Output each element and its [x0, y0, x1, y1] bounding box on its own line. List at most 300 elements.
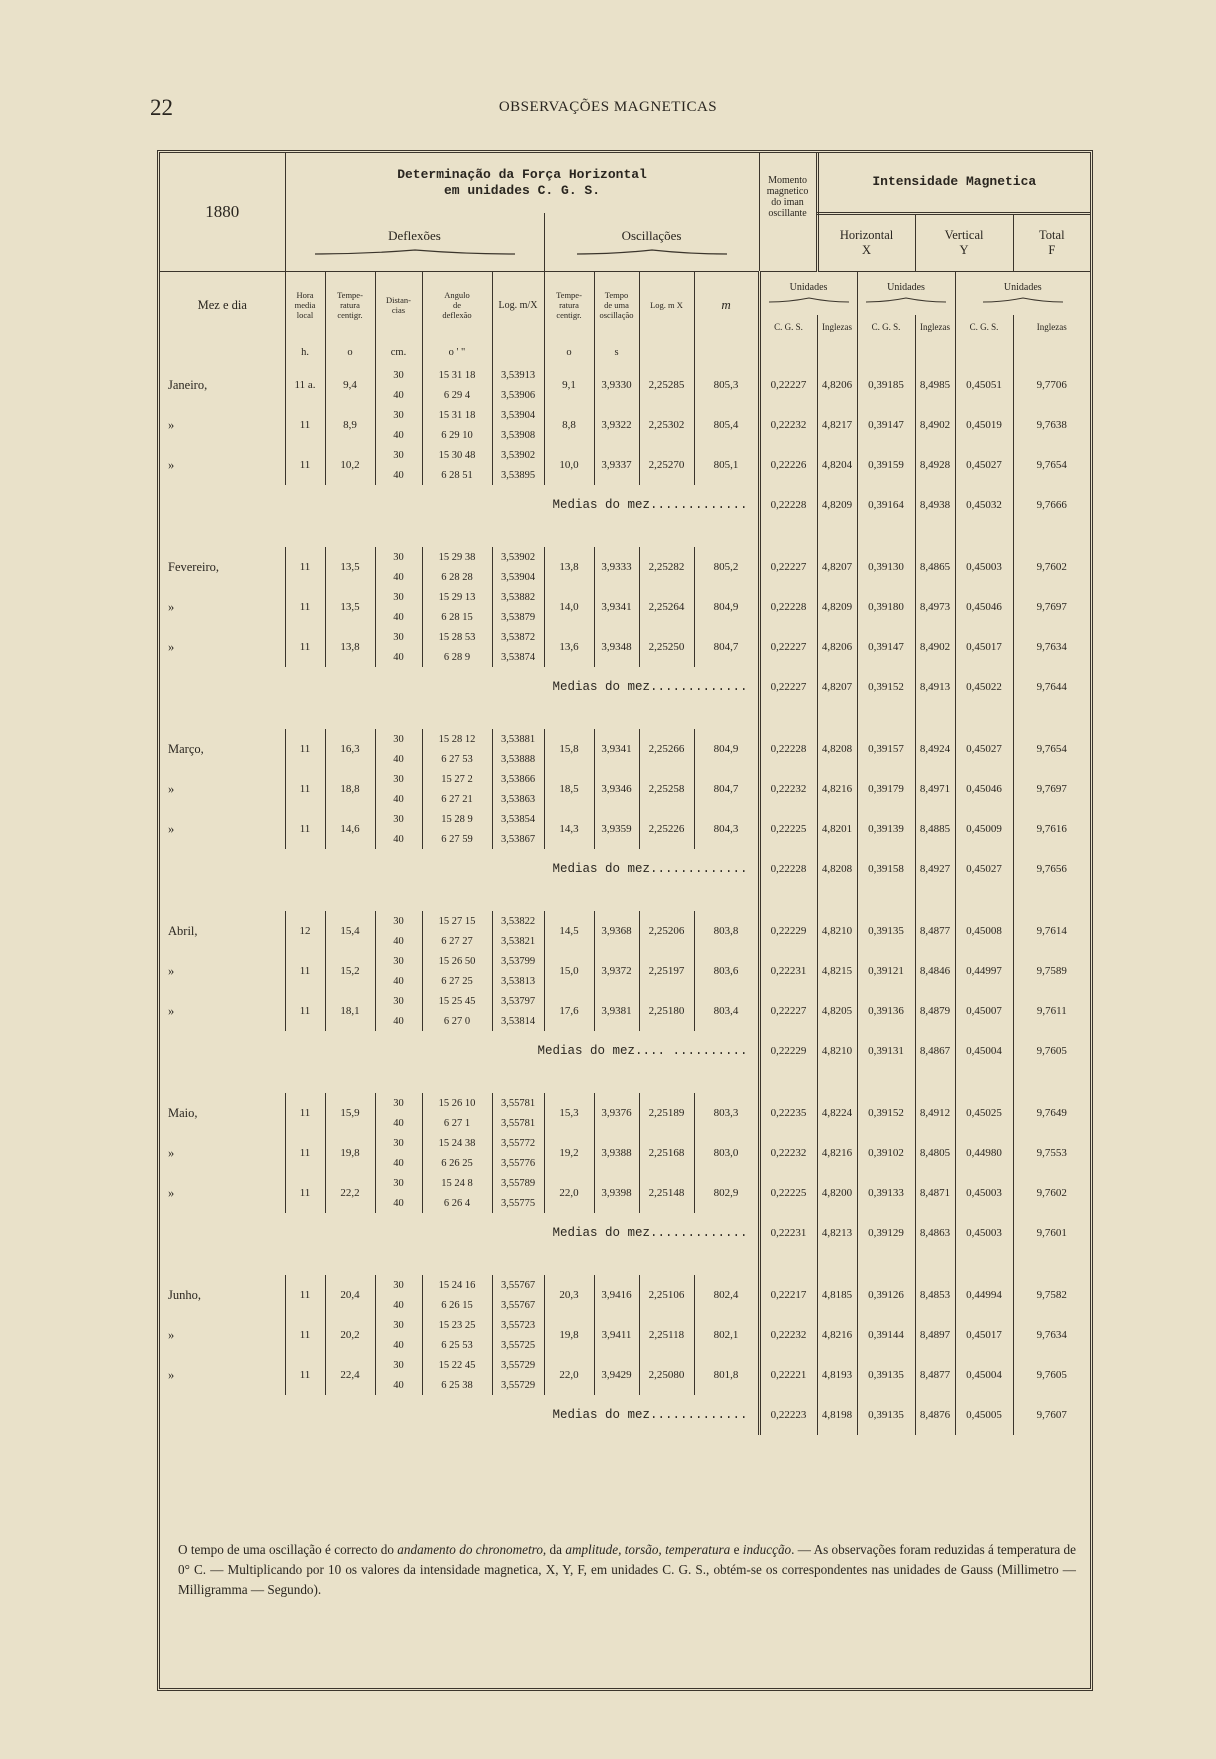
row-y-ing: 8,4846 [915, 951, 955, 991]
table-frame [157, 150, 1093, 1691]
row-temp2: 14,0 [544, 587, 594, 627]
row-f-cgs: 0,45019 [955, 405, 1013, 445]
row-tempo: 3,9388 [594, 1133, 639, 1173]
row-x-ing: 4,8204 [817, 445, 857, 485]
row-dist-30: 30 [375, 587, 422, 607]
mean-y-cgs: 0,39129 [857, 1213, 915, 1253]
table-row [160, 809, 1090, 829]
row-log-40: 3,55725 [492, 1335, 544, 1355]
footnote-text-3: e [730, 1542, 743, 1557]
vertical-symbol: Y [959, 242, 969, 257]
row-f-cgs: 0,45027 [955, 729, 1013, 769]
row-angle-40: 6 27 0 [422, 1011, 492, 1031]
spacer-x-cgs [759, 889, 817, 911]
row-tempo: 3,9376 [594, 1093, 639, 1133]
row-hora: 11 [285, 547, 325, 587]
row-m: 803,6 [694, 951, 759, 991]
row-angle-40: 6 28 51 [422, 465, 492, 485]
mean-x-ing: 4,8213 [817, 1213, 857, 1253]
row-dist-30: 30 [375, 769, 422, 789]
table-row [160, 769, 1090, 789]
row-temp: 20,4 [325, 1275, 375, 1315]
row-dist-30: 30 [375, 405, 422, 425]
row-x-ing: 4,8206 [817, 627, 857, 667]
row-temp: 15,4 [325, 911, 375, 951]
row-temp2: 15,0 [544, 951, 594, 991]
row-y-cgs: 0,39179 [857, 769, 915, 809]
row-angle-30: 15 27 2 [422, 769, 492, 789]
row-x-ing: 4,8200 [817, 1173, 857, 1213]
row-hora: 11 [285, 1133, 325, 1173]
row-temp: 14,6 [325, 809, 375, 849]
distance-header [375, 271, 422, 339]
row-angle-30: 15 27 15 [422, 911, 492, 931]
month-mean-row [160, 1031, 1090, 1071]
fcgs-unit [955, 339, 1013, 365]
table-row [160, 627, 1090, 647]
row-tempo: 3,9429 [594, 1355, 639, 1395]
row-f-ing: 9,7634 [1013, 627, 1090, 667]
row-y-cgs: 0,39144 [857, 1315, 915, 1355]
spacer-y-cgs [857, 889, 915, 911]
oscillations-header [544, 213, 759, 271]
row-angle-30: 15 29 38 [422, 547, 492, 567]
row-dist-30: 30 [375, 1133, 422, 1153]
moment-line-1: Momento [768, 175, 807, 186]
row-temp2: 15,3 [544, 1093, 594, 1133]
row-x-cgs: 0,22227 [759, 627, 817, 667]
mean-f-cgs: 0,45003 [955, 1213, 1013, 1253]
spacer-x-cgs [759, 1253, 817, 1275]
mean-x-cgs: 0,22228 [759, 485, 817, 525]
mean-f-ing: 9,7601 [1013, 1213, 1090, 1253]
row-log-40: 3,53906 [492, 385, 544, 405]
row-log-40: 3,53813 [492, 971, 544, 991]
angle-line-3: deflexão [442, 310, 472, 321]
spacer-row [160, 525, 1090, 547]
spacer-f-cgs [955, 707, 1013, 729]
row-f-cgs: 0,45017 [955, 1315, 1013, 1355]
row-angle-30: 15 24 8 [422, 1173, 492, 1193]
row-tempo: 3,9341 [594, 587, 639, 627]
row-log-40: 3,53867 [492, 829, 544, 849]
row-temp: 13,8 [325, 627, 375, 667]
row-hora: 11 [285, 1173, 325, 1213]
row-f-ing: 9,7553 [1013, 1133, 1090, 1173]
row-f-ing: 9,7611 [1013, 991, 1090, 1031]
row-m: 804,9 [694, 729, 759, 769]
row-y-cgs: 0,39180 [857, 587, 915, 627]
temp-line-3: centigr. [337, 310, 363, 321]
table-row [160, 729, 1090, 749]
table-row [160, 951, 1090, 971]
horizontal-label: Horizontal [839, 227, 894, 242]
spacer-x-ing [817, 1253, 857, 1275]
row-x-cgs: 0,22232 [759, 769, 817, 809]
footnote-italic-3: inducção [742, 1542, 792, 1557]
row-m: 805,4 [694, 405, 759, 445]
row-x-cgs: 0,22229 [759, 911, 817, 951]
row-logmx: 2,25302 [639, 405, 694, 445]
row-y-cgs: 0,39147 [857, 627, 915, 667]
row-month: » [168, 1145, 175, 1160]
row-x-ing: 4,8216 [817, 769, 857, 809]
row-x-ing: 4,8205 [817, 991, 857, 1031]
row-f-ing: 9,7697 [1013, 587, 1090, 627]
row-x-cgs: 0,22227 [759, 547, 817, 587]
row-y-cgs: 0,39159 [857, 445, 915, 485]
deflections-brace-icon [315, 248, 515, 256]
mean-x-ing: 4,8209 [817, 485, 857, 525]
x-cgs-header: C. G. S. [759, 315, 817, 339]
row-hora: 11 [285, 991, 325, 1031]
row-log-30: 3,53902 [492, 547, 544, 567]
row-month: Março, [168, 741, 204, 756]
row-dist-40: 40 [375, 829, 422, 849]
row-y-cgs: 0,39121 [857, 951, 915, 991]
row-month: » [168, 457, 175, 472]
row-y-ing: 8,4902 [915, 405, 955, 445]
row-angle-30: 15 22 45 [422, 1355, 492, 1375]
row-y-ing: 8,4877 [915, 911, 955, 951]
log-unit [492, 339, 544, 365]
row-temp2: 9,1 [544, 365, 594, 405]
row-m: 803,8 [694, 911, 759, 951]
row-y-cgs: 0,39185 [857, 365, 915, 405]
row-y-cgs: 0,39133 [857, 1173, 915, 1213]
row-temp: 13,5 [325, 587, 375, 627]
spacer-x-ing [817, 1071, 857, 1093]
row-dist-40: 40 [375, 385, 422, 405]
row-dist-30: 30 [375, 1173, 422, 1193]
row-logmx: 2,25106 [639, 1275, 694, 1315]
row-logmx: 2,25080 [639, 1355, 694, 1395]
row-x-cgs: 0,22232 [759, 1133, 817, 1173]
row-log-30: 3,53854 [492, 809, 544, 829]
row-m: 802,9 [694, 1173, 759, 1213]
spacer-f-ing [1013, 1071, 1090, 1093]
row-month: » [168, 639, 175, 654]
row-x-ing: 4,8216 [817, 1133, 857, 1173]
row-temp: 8,9 [325, 405, 375, 445]
row-hora: 11 [285, 445, 325, 485]
temp2-line-1: Tempe- [556, 290, 582, 301]
row-x-cgs: 0,22226 [759, 445, 817, 485]
row-temp2: 17,6 [544, 991, 594, 1031]
row-hora: 11 a. [285, 365, 325, 405]
row-logmx: 2,25226 [639, 809, 694, 849]
mean-label: Medias do mez............. [552, 680, 748, 694]
row-month: Junho, [168, 1287, 201, 1302]
row-month: » [168, 1003, 175, 1018]
row-dist-40: 40 [375, 1193, 422, 1213]
row-x-ing: 4,8216 [817, 1315, 857, 1355]
row-temp2: 22,0 [544, 1173, 594, 1213]
xcgs-unit [759, 339, 817, 365]
mean-x-cgs: 0,22223 [759, 1395, 817, 1435]
intensity-title: Intensidade Magnetica [872, 174, 1037, 190]
m-unit [694, 339, 759, 365]
row-angle-30: 15 31 18 [422, 365, 492, 385]
row-tempo: 3,9381 [594, 991, 639, 1031]
row-f-cgs: 0,45046 [955, 587, 1013, 627]
tempo-line-2: de uma [604, 300, 629, 311]
row-angle-40: 6 28 28 [422, 567, 492, 587]
row-tempo: 3,9330 [594, 365, 639, 405]
row-dist-40: 40 [375, 1295, 422, 1315]
row-f-ing: 9,7616 [1013, 809, 1090, 849]
row-m: 804,7 [694, 627, 759, 667]
row-tempo: 3,9337 [594, 445, 639, 485]
row-dist-40: 40 [375, 1335, 422, 1355]
log-m-x-header: Log. m X [639, 271, 694, 339]
row-x-cgs: 0,22235 [759, 1093, 817, 1133]
row-log-30: 3,53822 [492, 911, 544, 931]
mean-y-ing: 8,4876 [915, 1395, 955, 1435]
row-log-30: 3,53881 [492, 729, 544, 749]
row-y-ing: 8,4985 [915, 365, 955, 405]
row-f-cgs: 0,45003 [955, 547, 1013, 587]
footnote-text-2: , da [542, 1542, 566, 1557]
row-x-cgs: 0,22232 [759, 405, 817, 445]
month-mean-row [160, 1395, 1090, 1435]
mean-y-ing: 8,4913 [915, 667, 955, 707]
angle-header [422, 271, 492, 339]
mean-f-cgs: 0,45022 [955, 667, 1013, 707]
month-mean-row [160, 849, 1090, 889]
row-temp2: 22,0 [544, 1355, 594, 1395]
row-angle-40: 6 27 1 [422, 1113, 492, 1133]
row-log-40: 3,53895 [492, 465, 544, 485]
row-dist-40: 40 [375, 789, 422, 809]
row-log-30: 3,53866 [492, 769, 544, 789]
row-temp2: 14,5 [544, 911, 594, 951]
angle-unit: o ' " [422, 339, 492, 365]
row-dist-40: 40 [375, 465, 422, 485]
row-f-ing: 9,7605 [1013, 1355, 1090, 1395]
footnote-text-4: . — As observações foram reduzidas á temperatura de 0° C. — Multiplicando por 10 os valores da intensidade magnetica, X, Y, F, em unidades C. G. S., obtém-se os correspondentes nas unidades de Gauss (Millimetro — Milligramma — Segundo). [178, 1542, 1076, 1597]
f-units-label: Unidades [1003, 282, 1042, 294]
row-hora: 11 [285, 1093, 325, 1133]
row-logmx: 2,25266 [639, 729, 694, 769]
total-symbol: F [1048, 242, 1056, 257]
mean-y-ing: 8,4867 [915, 1031, 955, 1071]
row-f-cgs: 0,45009 [955, 809, 1013, 849]
table-row [160, 587, 1090, 607]
row-log-30: 3,55729 [492, 1355, 544, 1375]
mean-f-cgs: 0,45027 [955, 849, 1013, 889]
row-x-ing: 4,8206 [817, 365, 857, 405]
row-tempo: 3,9346 [594, 769, 639, 809]
spacer-f-cgs [955, 1071, 1013, 1093]
ying-unit [915, 339, 955, 365]
row-month: » [168, 417, 175, 432]
row-x-cgs: 0,22228 [759, 729, 817, 769]
row-y-cgs: 0,39157 [857, 729, 915, 769]
year-label: 1880 [205, 201, 240, 221]
row-dist-40: 40 [375, 607, 422, 627]
mean-f-ing: 9,7666 [1013, 485, 1090, 525]
spacer-y-ing [915, 707, 955, 729]
hora-line-3: local [296, 310, 314, 321]
footnote-italic-1: andamento do chronometro [397, 1542, 543, 1557]
row-m: 805,3 [694, 365, 759, 405]
mean-y-cgs: 0,39158 [857, 849, 915, 889]
year-cell [160, 153, 285, 271]
row-dist-30: 30 [375, 1275, 422, 1295]
row-x-ing: 4,8193 [817, 1355, 857, 1395]
row-log-30: 3,53882 [492, 587, 544, 607]
row-tempo: 3,9359 [594, 809, 639, 849]
table-row [160, 547, 1090, 567]
row-logmx: 2,25206 [639, 911, 694, 951]
row-y-ing: 8,4877 [915, 1355, 955, 1395]
fing-unit [1013, 339, 1090, 365]
row-hora: 11 [285, 809, 325, 849]
row-log-30: 3,55789 [492, 1173, 544, 1193]
force-title-line-2: em unidades C. G. S. [444, 183, 601, 198]
footnote-italic-2: amplitude, torsão, temperatura [565, 1542, 731, 1557]
row-m: 801,8 [694, 1355, 759, 1395]
spacer-x-cgs [759, 1071, 817, 1093]
row-angle-30: 15 28 53 [422, 627, 492, 647]
tempo-unit: s [594, 339, 639, 365]
row-f-ing: 9,7706 [1013, 365, 1090, 405]
row-y-ing: 8,4924 [915, 729, 955, 769]
table-body [160, 339, 1090, 1435]
row-y-cgs: 0,39147 [857, 405, 915, 445]
moment-line-4: oscillante [768, 208, 807, 219]
row-x-cgs: 0,22232 [759, 1315, 817, 1355]
footnote-text-1: O tempo de uma oscillação é correcto do [178, 1542, 398, 1557]
row-m: 805,1 [694, 445, 759, 485]
temp-line-1: Tempe- [337, 290, 363, 301]
hora-unit: h. [285, 339, 325, 365]
row-y-ing: 8,4902 [915, 627, 955, 667]
row-angle-30: 15 24 16 [422, 1275, 492, 1295]
force-title-line-1: Determinação da Força Horizontal [397, 167, 647, 182]
row-log-40: 3,55781 [492, 1113, 544, 1133]
spacer-row [160, 1253, 1090, 1275]
row-tempo: 3,9372 [594, 951, 639, 991]
row-angle-40: 6 27 25 [422, 971, 492, 991]
row-m: 803,0 [694, 1133, 759, 1173]
mean-label: Medias do mez............. [552, 498, 748, 512]
row-f-cgs: 0,45008 [955, 911, 1013, 951]
row-temp: 15,2 [325, 951, 375, 991]
row-y-cgs: 0,39126 [857, 1275, 915, 1315]
m-symbol-header: m [694, 271, 759, 339]
temp-unit: o [325, 339, 375, 365]
spacer-y-cgs [857, 1071, 915, 1093]
mean-x-cgs: 0,22227 [759, 667, 817, 707]
spacer-y-ing [915, 1071, 955, 1093]
row-m: 804,3 [694, 809, 759, 849]
deflections-header [285, 213, 544, 271]
row-y-cgs: 0,39152 [857, 1093, 915, 1133]
row-x-ing: 4,8215 [817, 951, 857, 991]
spacer-y-cgs [857, 525, 915, 547]
row-temp: 22,4 [325, 1355, 375, 1395]
row-y-ing: 8,4912 [915, 1093, 955, 1133]
row-hora: 11 [285, 1315, 325, 1355]
row-month: Abril, [168, 923, 198, 938]
row-y-ing: 8,4865 [915, 547, 955, 587]
row-logmx: 2,25189 [639, 1093, 694, 1133]
row-angle-30: 15 26 10 [422, 1093, 492, 1113]
row-dist-30: 30 [375, 445, 422, 465]
row-f-ing: 9,7602 [1013, 547, 1090, 587]
hora-line-2: media [294, 300, 316, 311]
mean-y-cgs: 0,39131 [857, 1031, 915, 1071]
row-m: 802,1 [694, 1315, 759, 1355]
mean-y-cgs: 0,39135 [857, 1395, 915, 1435]
spacer-f-cgs [955, 1253, 1013, 1275]
horizontal-header [817, 213, 915, 271]
row-angle-30: 15 23 25 [422, 1315, 492, 1335]
row-angle-40: 6 25 38 [422, 1375, 492, 1395]
row-x-ing: 4,8217 [817, 405, 857, 445]
row-angle-40: 6 27 27 [422, 931, 492, 951]
row-hora: 11 [285, 769, 325, 809]
row-temp2: 10,0 [544, 445, 594, 485]
row-log-40: 3,55775 [492, 1193, 544, 1213]
spacer-cell [160, 1071, 759, 1093]
y-units-brace-icon [866, 297, 946, 304]
mean-f-cgs: 0,45032 [955, 485, 1013, 525]
row-log-30: 3,53913 [492, 365, 544, 385]
row-f-ing: 9,7602 [1013, 1173, 1090, 1213]
spacer-cell [160, 525, 759, 547]
tempo-line-1: Tempo [604, 290, 629, 301]
row-month: Fevereiro, [168, 559, 220, 574]
row-m: 802,4 [694, 1275, 759, 1315]
row-dist-30: 30 [375, 627, 422, 647]
row-log-30: 3,55767 [492, 1275, 544, 1295]
row-dist-30: 30 [375, 991, 422, 1011]
row-temp2: 15,8 [544, 729, 594, 769]
mean-f-ing: 9,7644 [1013, 667, 1090, 707]
row-x-cgs: 0,22217 [759, 1275, 817, 1315]
row-m: 805,2 [694, 547, 759, 587]
table-row [160, 991, 1090, 1011]
mean-x-cgs: 0,22229 [759, 1031, 817, 1071]
x-ing-header: Inglezas [817, 315, 857, 339]
x-units-header [759, 271, 857, 315]
row-logmx: 2,25258 [639, 769, 694, 809]
table-row [160, 1355, 1090, 1375]
row-temp2: 18,5 [544, 769, 594, 809]
row-m: 803,3 [694, 1093, 759, 1133]
mean-y-ing: 8,4927 [915, 849, 955, 889]
row-y-cgs: 0,39136 [857, 991, 915, 1031]
month-mean-row [160, 1213, 1090, 1253]
observations-table [160, 153, 1090, 1435]
row-angle-40: 6 27 21 [422, 789, 492, 809]
spacer-row [160, 1071, 1090, 1093]
temp2-header [544, 271, 594, 339]
row-f-cgs: 0,45027 [955, 445, 1013, 485]
row-temp2: 14,3 [544, 809, 594, 849]
spacer-f-ing [1013, 525, 1090, 547]
row-tempo: 3,9348 [594, 627, 639, 667]
row-logmx: 2,25180 [639, 991, 694, 1031]
temp2-unit: o [544, 339, 594, 365]
row-temp: 15,9 [325, 1093, 375, 1133]
row-f-ing: 9,7654 [1013, 445, 1090, 485]
row-y-ing: 8,4973 [915, 587, 955, 627]
row-log-40: 3,53908 [492, 425, 544, 445]
